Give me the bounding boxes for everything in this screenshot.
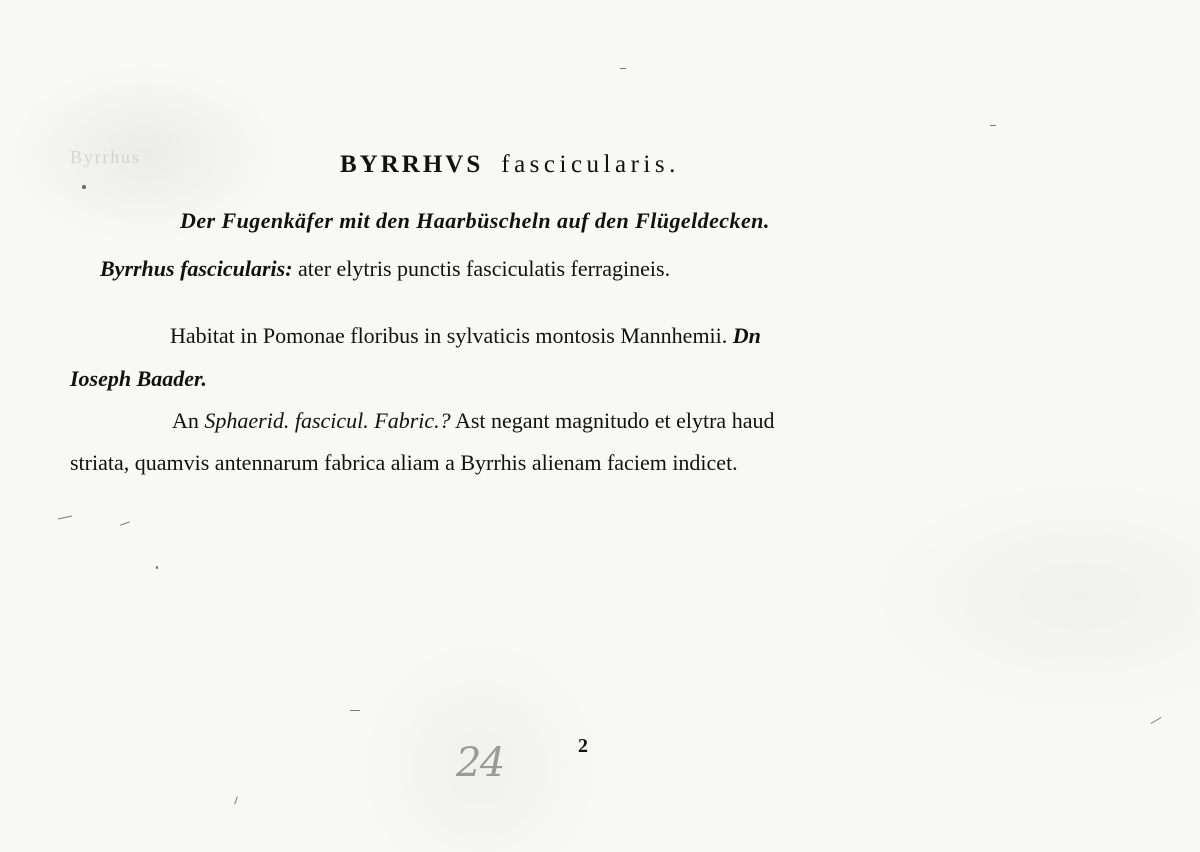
note-text: Ast negant magnitudo et elytra haud [454,408,775,433]
scan-mark [1151,717,1162,724]
diagnosis-name: Byrrhus fascicularis: [100,256,293,281]
scan-mark [350,710,360,711]
scan-mark [990,125,996,126]
habitat-line-1 [170,323,761,349]
note-line-2: striata, quamvis antennarum fabrica aliam a Byrrhis alienam faciem indicet. [70,450,738,475]
diagnosis-line [100,256,670,282]
habitat-honorific: Dn [732,323,761,348]
note-line-1 [172,408,774,434]
habitat-text: Habitat in Pomonae floribus in sylvaticis montosis Mannhemii. [170,323,728,348]
pencil-annotation: 24 [456,740,504,786]
scan-speck [82,185,86,189]
scan-mark [620,68,626,69]
scan-mark [120,521,130,525]
note-prefix: An [172,408,199,433]
page-title [340,151,680,179]
scan-mark [58,516,72,520]
species-name: fascicularis. [501,151,680,178]
note-reference: Sphaerid. fascicul. Fabric.? [204,408,451,433]
habitat-line-2: Ioseph Baader. [70,366,207,391]
scan-speck [156,566,158,569]
scan-mark [234,797,238,805]
german-common-name: Der Fugenkäfer mit den Haarbüscheln auf den Flügeldecken. [180,208,770,233]
diagnosis-text: ater elytris punctis fasciculatis ferragineis. [298,256,671,281]
bleed-through-text: Byrrhus [70,147,141,167]
page-number: 2 [578,735,588,757]
genus-name: BYRRHVS [340,151,484,178]
